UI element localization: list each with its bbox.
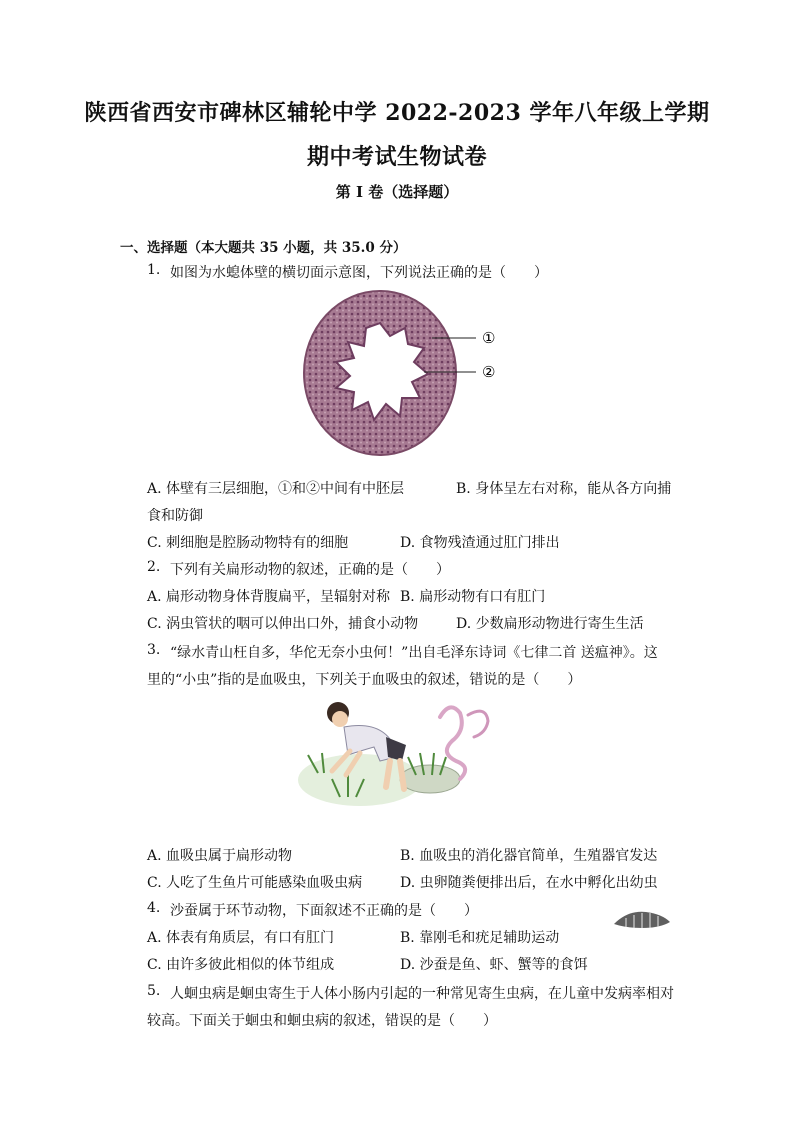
q4-option-b: B. 靠刚毛和疣足辅助运动: [400, 930, 560, 946]
q4-option-d: D. 沙蚕是鱼、虾、蟹等的食饵: [400, 957, 588, 973]
q3-text-line2: 里的“小虫”指的是血吸虫，下列关于血吸虫的叙述，错说的是（ ）: [147, 672, 582, 688]
q4-number: 4.: [147, 900, 161, 916]
q2-option-a: A. 扁形动物身体背腹扁平，呈辐射对称: [147, 589, 391, 605]
q3-text-line1: “绿水青山枉自多，华佗无奈小虫何！”出自毛泽东诗词《七律二首 送瘟神》。这: [170, 645, 658, 661]
q1-text: 如图为水螅体壁的横切面示意图，下列说法正确的是（ ）: [170, 265, 548, 281]
q4-option-a: A. 体表有角质层，有口有肛门: [147, 930, 335, 946]
q2-number: 2.: [147, 559, 161, 575]
q1-option-d: D. 食物残渣通过肛门排出: [400, 535, 560, 551]
volume-heading: 第 I 卷（选择题）: [335, 183, 459, 201]
q3-option-d: D. 虫卵随粪便排出后，在水中孵化出幼虫: [400, 875, 658, 891]
section-heading: 一、选择题（本大题共 35 小题，共 35.0 分）: [120, 240, 407, 256]
figure-label-2: ②: [482, 363, 496, 381]
exam-title-line1: 陕西省西安市碑林区辅轮中学 2022-2023 学年八年级上学期: [84, 100, 710, 126]
figure-label-1: ①: [482, 329, 496, 347]
q1-option-a: A. 体壁有三层细胞，①和②中间有中胚层: [147, 481, 405, 497]
hydra-cross-section-figure: [290, 288, 510, 458]
q3-option-c: C. 人吃了生鱼片可能感染血吸虫病: [147, 875, 363, 891]
q4-text: 沙蚕属于环节动物，下面叙述不正确的是（ ）: [170, 903, 478, 919]
q2-option-c: C. 涡虫管状的咽可以伸出口外，捕食小动物: [147, 616, 419, 632]
q2-text: 下列有关扁形动物的叙述，正确的是（ ）: [170, 562, 450, 578]
exam-title-line2: 期中考试生物试卷: [306, 144, 487, 170]
farmer-and-blood-fluke-figure: [290, 695, 510, 820]
q3-option-b: B. 血吸虫的消化器官简单，生殖器官发达: [400, 848, 658, 864]
q5-number: 5.: [147, 983, 161, 999]
q2-option-d: D. 少数扁形动物进行寄生生活: [456, 616, 644, 632]
q3-number: 3.: [147, 642, 161, 658]
q1-number: 1.: [147, 262, 161, 278]
q1-option-c: C. 刺细胞是腔肠动物特有的细胞: [147, 535, 349, 551]
q5-text-line1: 人蛔虫病是蛔虫寄生于人体小肠内引起的一种常见寄生虫病，在儿童中发病率相对: [170, 986, 674, 1002]
q1-option-b: B. 身体呈左右对称，能从各方向捕: [456, 481, 672, 497]
q5-text-line2: 较高。下面关于蛔虫和蛔虫病的叙述，错误的是（ ）: [147, 1013, 497, 1029]
q1-option-b-continued: 食和防御: [147, 508, 203, 524]
q2-option-b: B. 扁形动物有口有肛门: [400, 589, 546, 605]
q4-option-c: C. 由许多彼此相似的体节组成: [147, 957, 335, 973]
q3-option-a: A. 血吸虫属于扁形动物: [147, 848, 293, 864]
sandworm-icon: [612, 906, 672, 932]
